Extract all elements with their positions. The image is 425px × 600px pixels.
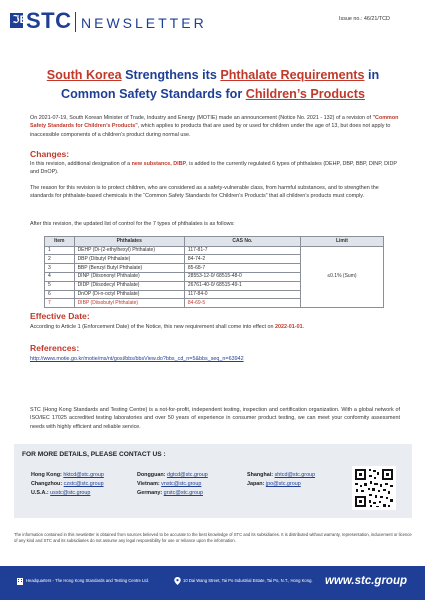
intro-highlight: "Common Safety Standards for Children’s Products"	[30, 115, 399, 130]
building-icon	[16, 577, 24, 585]
changes-text-2: , is added to the currently regulated 6 types of phthalates (DEHP, DBP, BBP, DINP, DIDP and DnOP).	[30, 161, 397, 176]
contact-email[interactable]: hktcd@stc.group	[63, 472, 104, 478]
cell-phthalate: DBP (Dibutyl Phthalate)	[74, 255, 184, 264]
cell-item: 2	[45, 255, 75, 264]
intro-text-2: , which applies to products that are used by or used for children under the age of 13, but does not apply to inaccessible components of a children’s product during normal use.	[30, 123, 391, 138]
cell-cas: 117-84-0	[184, 290, 300, 299]
effective-date-paragraph	[30, 323, 400, 331]
effective-end: .	[302, 324, 305, 330]
cell-phthalate: DIDP (Diisodecyl Phthalate)	[74, 281, 184, 290]
footer-headquarters: Headquarters - The Hong Kong Standards and Testing Centre Ltd.	[26, 578, 149, 583]
cell-cas: 117-81-7	[184, 246, 300, 255]
contact-email[interactable]: shtcd@stc.group	[274, 472, 316, 478]
cell-cas: 85-68-7	[184, 264, 300, 273]
contact-dongguan	[137, 471, 208, 479]
footer-address: 10 Dai Wang Street, Tai Po Industrial Estate, Tai Po, N.T., Hong Kong.	[183, 578, 313, 583]
effective-date-heading: Effective Date:	[30, 311, 90, 321]
cell-item: 7	[45, 299, 75, 308]
contact-label: Changzhou:	[31, 481, 63, 487]
changes-paragraph-3: After this revision, the updated list of control for the 7 types of phthalates is as follows:	[30, 221, 235, 227]
contact-email[interactable]: jpo@stc.group	[265, 481, 301, 487]
contacts-title: FOR MORE DETAILS, PLEASE CONTACT US :	[22, 451, 166, 458]
contact-email[interactable]: vnstc@stc.group	[161, 481, 202, 487]
changes-heading: Changes:	[30, 149, 70, 159]
header-limit: Limit	[300, 237, 383, 247]
title-children-products: Children’s Products	[245, 87, 365, 101]
about-stc-paragraph: STC (Hong Kong Standards and Testing Centre) is a not-for-profit, independent testing, inspection and certification organization. With a global network of ISO/IEC 17025 accredited testing laboratories and over 50 years of experience in consumer product testing, we can meet your conformity assessment needs with highly efficient and reliable service.	[30, 407, 400, 430]
contact-germany	[137, 489, 203, 497]
qr-code-icon[interactable]	[352, 466, 396, 510]
cell-item: 1	[45, 246, 75, 255]
logo-mark-glyph: ℑE	[12, 14, 28, 26]
header-phthalates: Phthalates	[74, 237, 184, 247]
contact-usa	[31, 489, 90, 497]
article-title	[14, 66, 412, 104]
cell-cas: 28553-12-0/ 68515-48-0	[184, 272, 300, 281]
effective-text: According to Article 1 (Enforcement Date) of the Notice, this new requirement shall come into effect on	[30, 324, 275, 330]
cell-phthalate: DEHP (Di-(2-ethylhexyl) Phthalate)	[74, 246, 184, 255]
contact-email[interactable]: usstc@stc.group	[50, 490, 91, 496]
table-row	[45, 246, 384, 255]
contact-label: U.S.A.:	[31, 490, 49, 496]
title-country: South Korea	[46, 68, 122, 82]
contact-email[interactable]: grstc@stc.group	[163, 490, 203, 496]
contact-shanghai	[247, 471, 315, 479]
issue-number: Issue no.: 46/21/TCD	[339, 16, 390, 22]
cell-phthalate: BBP (Benzyl Butyl Phthalate)	[74, 264, 184, 273]
contact-email[interactable]: czstc@stc.group	[63, 481, 104, 487]
contact-hong-kong	[31, 471, 104, 479]
contact-label: Hong Kong:	[31, 472, 62, 478]
cell-limit: ≤0.1% (Sum)	[300, 246, 383, 308]
contact-label: Germany:	[137, 490, 163, 496]
phthalate-table	[44, 236, 384, 308]
changes-highlight: new substance, DIBP	[131, 161, 187, 167]
stc-logo-mark	[10, 13, 28, 28]
contact-email[interactable]: dgtcd@stc.group	[166, 472, 208, 478]
intro-paragraph	[30, 114, 400, 139]
title-text-3: Common Safety Standards for	[61, 87, 246, 101]
cell-item: 6	[45, 290, 75, 299]
cell-phthalate: DIBP (Diisobutyl Phthalate)	[74, 299, 184, 308]
contact-label: Vietnam:	[137, 481, 160, 487]
intro-text-1: On 2021-07-19, South Korean Minister of Trade, Industry and Energy (MOTIE) made an announcement (Notice No. 2021 - 132) of a revision of	[30, 115, 373, 121]
cell-cas: 84-69-5	[184, 299, 300, 308]
contact-label: Dongguan:	[137, 472, 166, 478]
header-divider	[75, 12, 76, 32]
title-text-2: in	[364, 68, 380, 82]
effective-date-value: 2022-01-01	[275, 324, 303, 330]
cell-cas: 26761-40-0/ 68515-49-1	[184, 281, 300, 290]
contact-label: Shanghai:	[247, 472, 274, 478]
stc-logo-text: STC	[26, 8, 72, 33]
changes-text-1: In this revision, additional designation of a	[30, 161, 132, 167]
changes-paragraph-2: The reason for this revision is to protect children, who are considered as a safety-vulnerable class, from harmful substances, and to strengthen the standards for phthalate-based chemicals in the “Common Safety Standards for Children’s Products” that all children’s products must comply.	[30, 185, 379, 200]
contact-label: Japan:	[247, 481, 265, 487]
footer-bar	[0, 566, 425, 600]
title-text-1: Strengthens its	[121, 68, 221, 82]
contact-japan	[247, 480, 301, 488]
header-item: Item	[45, 237, 75, 247]
footer-website-link[interactable]: www.stc.group	[325, 575, 407, 587]
header-cas-no: CAS No.	[184, 237, 300, 247]
cell-item: 3	[45, 264, 75, 273]
cell-cas: 84-74-2	[184, 255, 300, 264]
changes-paragraph-1	[30, 160, 400, 177]
reference-link[interactable]: http://www.motie.go.kr/motie/ms/nt/gosi/bbs/bbsView.do?bbs_cd_n=5&bbs_seq_n=63942	[30, 356, 244, 362]
disclaimer-text: The information contained in this newsletter is obtained from sources believed to be accurate to the best knowledge of STC and its subsidiaries. It is distributed without warranty, representation, inducement or licence of any kind and STC and its subsidiaries do not assume any legal responsibility for use or reliance upon the information.	[14, 532, 412, 544]
cell-item: 4	[45, 272, 75, 281]
title-line-1	[14, 66, 412, 85]
title-line-2	[14, 85, 412, 104]
cell-item: 5	[45, 281, 75, 290]
table-header-row	[45, 237, 384, 247]
contact-vietnam	[137, 480, 201, 488]
newsletter-label: NEWSLETTER	[81, 15, 207, 31]
cell-phthalate: DINP (Diisononyl Phthalate)	[74, 272, 184, 281]
references-heading: References:	[30, 343, 80, 353]
contact-changzhou	[31, 480, 104, 488]
location-pin-icon	[174, 577, 181, 585]
title-phthalate: Phthalate Requirements	[220, 68, 365, 82]
cell-phthalate: DnOP (Di-n-octyl Phthalate)	[74, 290, 184, 299]
